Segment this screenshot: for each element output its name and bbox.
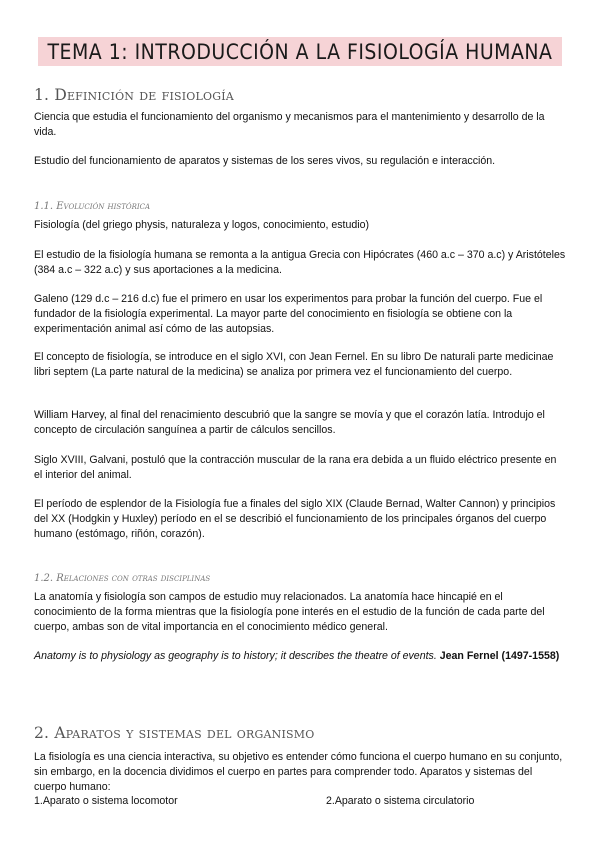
- quote-block: [34, 649, 566, 664]
- title-wrap: [0, 37, 600, 66]
- section-1-1-paragraph-2: El estudio de la fisiología humana se remonta a la antigua Grecia con Hipócrates (460 a.c – 370 a.c) y Aristóteles (384 a.c – 322 a.c) y sus aportaciones a la medicina.: [34, 249, 566, 276]
- section-1-2-heading: 1.2. Relaciones con otras disciplinas: [34, 573, 211, 584]
- quote-author: Jean Fernel (1497-1558): [439, 650, 560, 662]
- section-1-1-paragraph-5: William Harvey, al final del renacimiento descubrió que la sangre se movía y que el corazón latía. Introdujo el concepto de circulación sanguínea a partir de cálculos sencillos.: [34, 409, 545, 436]
- section-1-1-paragraph-7: El período de esplendor de la Fisiología fue a finales del siglo XIX (Claude Bernad, Walter Cannon) y principios del XX (Hodgkin y Huxley) período en el se describió el funcionamiento de los principales órganos del cuerpo humano (estómago, riñón, corazón).: [34, 498, 556, 540]
- section-1-1-heading: 1.1. Evolución histórica: [34, 201, 151, 212]
- section-1-1-paragraph-3: Galeno (129 d.c – 216 d.c) fue el primero en usar los experimentos para probar la función del cuerpo. Fue el fundador de la fisiología experimental. La mayor parte del conocimiento en fisiología se obtiene con la experimentación animal así cómo de las autopsias.: [34, 293, 543, 335]
- document-title: TEMA 1: INTRODUCCIÓN A LA FISIOLOGÍA HUMANA: [38, 37, 563, 66]
- section-1-1-paragraph-6: Siglo XVIII, Galvani, postuló que la contracción muscular de la rana era debida a un fluido eléctrico presente en el interior del animal.: [34, 454, 557, 481]
- section-2-list-item-2: 2.Aparato o sistema circulatorio: [326, 795, 475, 807]
- section-1-2-paragraph-1: La anatomía y fisiología son campos de estudio muy relacionados. La anatomía hace hincapié en el conocimiento de la forma mientras que la fisiología pone interés en el estudio de la función de cada parte del cuerpo, ambas son de vital importancia en el conocimiento médico general.: [34, 591, 545, 633]
- section-2-paragraph-1: La fisiología es una ciencia interactiva, su objetivo es entender cómo funciona el cuerpo humano en su conjunto, sin embargo, en la docencia dividimos el cuerpo en partes para comprender todo. Aparatos y sistemas del cuerpo humano:: [34, 751, 563, 793]
- section-1-paragraph-1: Ciencia que estudia el funcionamiento del organismo y mecanismos para el mantenimiento y desarrollo de la vida.: [34, 111, 545, 138]
- section-1-paragraph-2: Estudio del funcionamiento de aparatos y sistemas de los seres vivos, su regulación e interacción.: [34, 155, 496, 167]
- section-1-heading: 1. Definición de fisiología: [34, 86, 234, 104]
- section-2-list-item-1: 1.Aparato o sistema locomotor: [34, 795, 178, 807]
- section-1-1-paragraph-1: Fisiología (del griego physis, naturaleza y logos, conocimiento, estudio): [34, 219, 370, 231]
- quote-text: Anatomy is to physiology as geography is to history; it describes the theatre of events.: [34, 650, 437, 662]
- section-2-heading: 2. Aparatos y sistemas del organismo: [34, 724, 315, 742]
- section-1-1-paragraph-4: El concepto de fisiología, se introduce en el siglo XVI, con Jean Fernel. En su libro De naturali parte medicinae libri septem (La parte natural de la medicina) se analiza por primera vez el funcionamiento del cuerpo.: [34, 351, 554, 378]
